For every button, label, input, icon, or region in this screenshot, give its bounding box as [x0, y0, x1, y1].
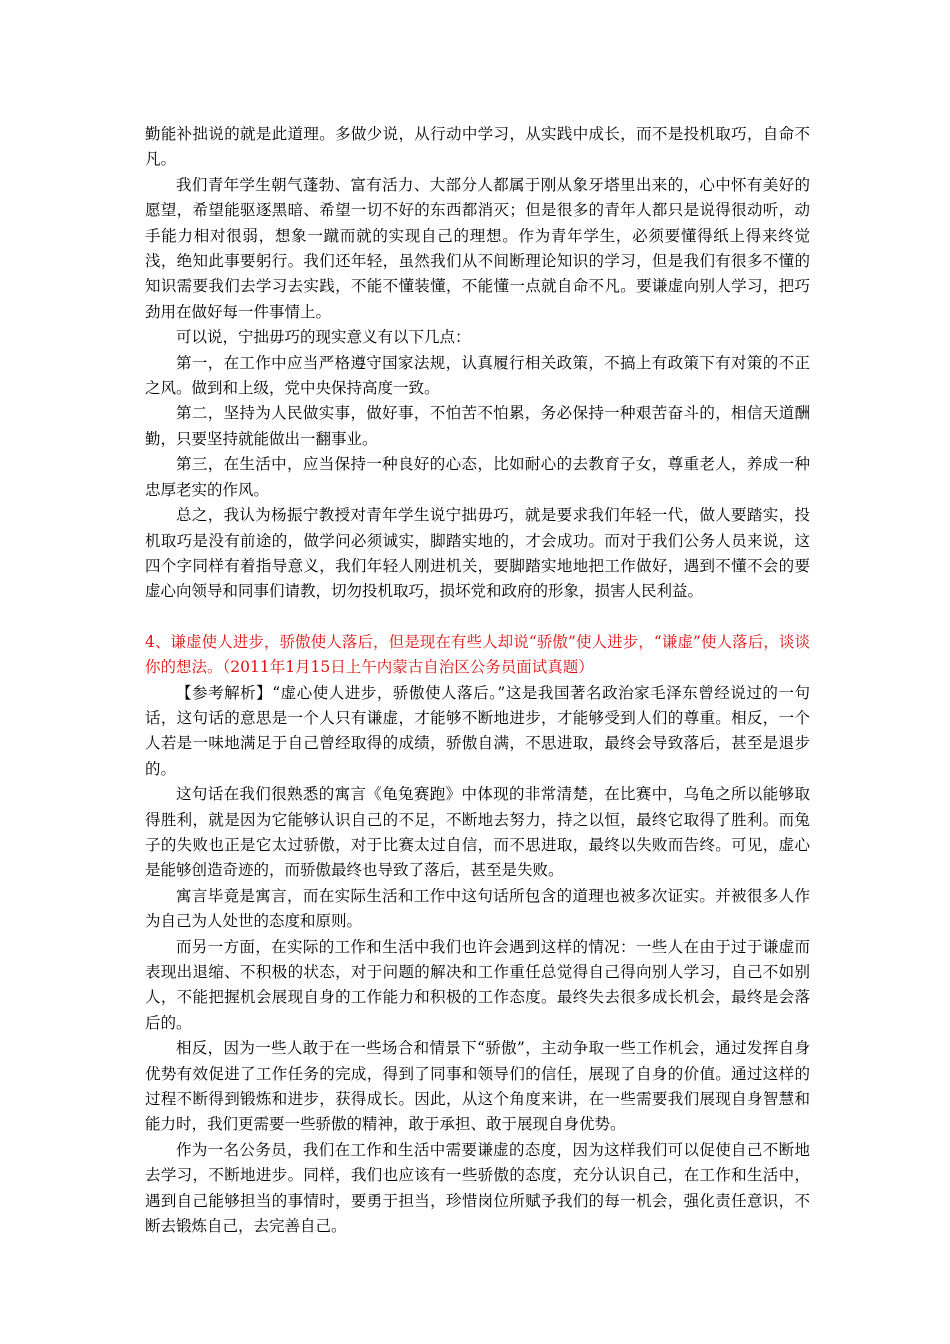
question-heading: 4、谦虚使人进步，骄傲使人落后，但是现在有些人却说“骄傲”使人进步，“谦虚”使人落后，谈谈你的想法。（2011年1月15日上午内蒙古自治区公务员面试真题） [145, 632, 810, 677]
section-gap [145, 605, 810, 630]
document-page [145, 122, 810, 1239]
paragraph: 寓言毕竟是寓言，而在实际生活和工作中这句话所包含的道理也被多次证实。并被很多人作为自己为人处世的态度和原则。 [145, 886, 810, 931]
paragraph: 我们青年学生朝气蓬勃、富有活力、大部分人都属于刚从象牙塔里出来的，心中怀有美好的愿望，希望能驱逐黑暗、希望一切不好的东西都消灭；但是很多的青年人都只是说得很动听，动手能力相对很弱，想象一蹴而就的实现自己的理想。作为青年学生，必须要懂得纸上得来终觉浅，绝知此事要躬行。我们还年轻，虽然我们从不间断理论知识的学习，但是我们有很多不懂的知识需要我们去学习去实践，不能不懂装懂，不能懂一点就自命不凡。要谦虚向别人学习，把巧劲用在做好每一件事情上。 [145, 175, 810, 321]
paragraph: 这句话在我们很熟悉的寓言《龟兔赛跑》中体现的非常清楚，在比赛中，乌龟之所以能够取得胜利，就是因为它能够认识自己的不足，不断地去努力，持之以恒，最终它取得了胜利。而兔子的失败也正是它太过骄傲，对于比赛太过自信，而不思进取，最终以失败而告终。可见，虚心是能够创造奇迹的，而骄傲最终也导致了落后，甚至是失败。 [145, 785, 810, 880]
paragraph: 第三，在生活中，应当保持一种良好的心态，比如耐心的去教育子女，尊重老人，养成一种忠厚老实的作风。 [145, 455, 810, 499]
paragraph: 第一，在工作中应当严格遵守国家法规，认真履行相关政策，不搞上有政策下有对策的不正之风。做到和上级，党中央保持高度一致。 [145, 353, 810, 398]
continuation-paragraph: 勤能补拙说的就是此道理。多做少说，从行动中学习，从实践中成长，而不是投机取巧，自命不凡。 [145, 125, 810, 169]
paragraph: 作为一名公务员，我们在工作和生活中需要谦虚的态度，因为这样我们可以促使自己不断地去学习，不断地进步。同样，我们也应该有一些骄傲的态度，充分认识自己，在工作和生活中，遇到自己能够担当的事情时，要勇于担当，珍惜岗位所赋予我们的每一机会，强化责任意识，不断去锻炼自己，去完善自己。 [145, 1140, 810, 1236]
answer-first-paragraph [145, 681, 810, 783]
answer-first-text: “虚心使人进步，骄傲使人落后。”这是我国著名政治家毛泽东曾经说过的一句话，这句话的意思是一个人只有谦虚，才能够不断地进步，才能够受到人们的尊重。相反，一个人若是一味地满足于自己曾经取得的成绩，骄傲自满，不思进取，最终会导致落后，甚至是退步的。 [145, 683, 810, 778]
answer-label: 【参考解析】 [176, 683, 273, 702]
paragraph: 相反，因为一些人敢于在一些场合和情景下“骄傲”，主动争取一些工作机会，通过发挥自身优势有效促进了工作任务的完成，得到了同事和领导们的信任，展现了自身的价值。通过这样的过程不断得到锻炼和进步，获得成长。因此，从这个角度来讲，在一些需要我们展现自身智慧和能力时，我们更需要一些骄傲的精神，敢于承担、敢于展现自身优势。 [145, 1039, 810, 1134]
paragraph: 可以说，宁拙毋巧的现实意义有以下几点： [176, 328, 471, 347]
paragraph: 而另一方面，在实际的工作和生活中我们也许会遇到这样的情况：一些人在由于过于谦虚而表现出退缩、不积极的状态，对于问题的解决和工作重任总觉得自己得向别人学习，自己不如别人，不能把握机会展现自身的工作能力和积极的工作态度。最终失去很多成长机会，最终是会落后的。 [145, 937, 810, 1032]
paragraph: 第二，坚持为人民做实事，做好事，不怕苦不怕累，务必保持一种艰苦奋斗的，相信天道酬勤，只要坚持就能做出一翻事业。 [145, 404, 810, 448]
paragraph: 总之，我认为杨振宁教授对青年学生说宁拙毋巧，就是要求我们年轻一代，做人要踏实，投机取巧是没有前途的，做学问必须诚实，脚踏实地的，才会成功。而对于我们公务人员来说，这四个字同样有着指导意义，我们年轻人刚进机关，要脚踏实地地把工作做好，遇到不懂不会的要虚心向领导和同事们请教，切勿投机取巧，损坏党和政府的形象，损害人民利益。 [145, 506, 810, 601]
